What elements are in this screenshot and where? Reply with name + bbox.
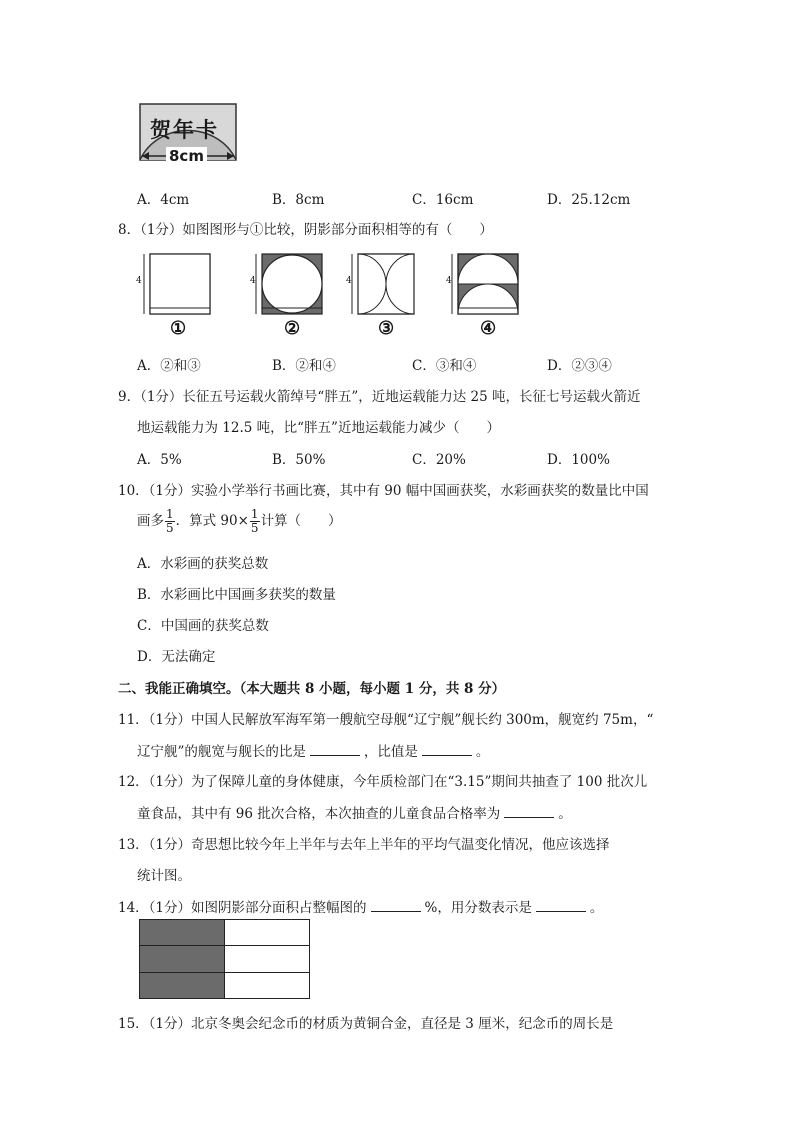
q11-line1: 11．（1分）中国人民解放军海军第一艘航空母舰“辽宁舰”舰长约 300m，舰宽约 75m，“ — [118, 712, 654, 728]
q14-blank-fraction[interactable] — [536, 897, 586, 912]
q9-line2: 地运载能力为 12.5 吨，比“胖五”近地运载能力减少（ ） — [137, 420, 500, 436]
q10-option-a[interactable]: A．水彩画的获奖总数 — [137, 556, 269, 572]
q8-option-c[interactable]: C．③和④ — [412, 358, 477, 374]
q8-figure-1 — [136, 248, 216, 343]
card-width-label: 8cm — [166, 147, 207, 165]
q8-fig3-dim: 4 — [346, 276, 352, 286]
q8-fig2-label: ② — [284, 318, 301, 339]
q8-figure-2 — [250, 248, 330, 343]
q10-line1: 10．（1分）实验小学举行书画比赛，其中有 90 幅中国画获奖，水彩画获奖的数量比中国 — [118, 483, 649, 499]
q10-option-d[interactable]: D．无法确定 — [137, 649, 216, 665]
q14-blank-percent[interactable] — [371, 897, 421, 912]
q10-line2-c: 计算（ ） — [260, 513, 342, 529]
q8-option-d[interactable]: D．②③④ — [547, 358, 612, 374]
q10-option-c[interactable]: C．中国画的获奖总数 — [137, 618, 269, 634]
q8-fig2-dim: 4 — [250, 276, 256, 286]
q7-option-a[interactable]: A．4cm — [137, 192, 190, 208]
q8-option-b[interactable]: B．②和④ — [272, 358, 336, 374]
q9-option-d[interactable]: D．100% — [547, 452, 610, 468]
q7-option-c[interactable]: C．16cm — [412, 192, 474, 208]
q10-line2-b: ．算式 90× — [175, 513, 249, 529]
section2-title: 二、我能正确填空。（本大题共 8 小题，每小题 1 分，共 8 分） — [118, 681, 506, 697]
q8-fig4-dim: 4 — [446, 276, 452, 286]
q8-fig4-label: ④ — [480, 318, 497, 339]
card-title: 贺年卡 — [150, 118, 219, 142]
q8-text: 8．（1分）如图图形与①比较，阴影部分面积相等的有（ ） — [118, 222, 493, 238]
q12-blank-rate[interactable] — [504, 803, 554, 818]
q13-line2: 统计图。 — [137, 868, 191, 884]
q8-fig1-label: ① — [170, 318, 187, 339]
q8-figure-4 — [446, 248, 526, 343]
q7-option-d[interactable]: D．25.12cm — [547, 192, 631, 208]
q9-option-b[interactable]: B．50% — [272, 452, 326, 468]
q12-line2: 童食品，其中有 96 批次合格，本次抽查的儿童食品合格率为 。 — [137, 802, 572, 822]
q10-line2 — [137, 508, 342, 535]
q10-option-b[interactable]: B．水彩画比中国画多获奖的数量 — [137, 587, 336, 603]
q9-option-c[interactable]: C．20% — [412, 452, 466, 468]
q14-text: 14．（1分）如图阴影部分面积占整幅图的 %，用分数表示是 。 — [118, 896, 603, 916]
q8-option-a[interactable]: A．②和③ — [137, 358, 201, 374]
q10-fraction-2: $\frac{1}{5}$ — [250, 507, 259, 535]
q11-line2: 辽宁舰”的舰宽与舰长的比是 ，比值是 。 — [137, 740, 489, 760]
q15-line1: 15．（1分）北京冬奥会纪念币的材质为黄铜合金，直径是 3 厘米，纪念币的周长是 — [118, 1016, 614, 1032]
q10-fraction-1: $\frac{1}{5}$ — [166, 507, 174, 535]
q8-figure-3 — [346, 248, 426, 343]
q11-blank-value[interactable] — [422, 741, 472, 756]
q9-line1: 9．（1分）长征五号运载火箭绰号“胖五”，近地运载能力达 25 吨，长征七号运载火箭近 — [118, 389, 641, 405]
q13-line1: 13．（1分）奇思想比较今年上半年与去年上半年的平均气温变化情况，他应该选择 — [118, 837, 610, 853]
q8-fig1-dim: 4 — [136, 276, 142, 286]
q8-fig3-label: ③ — [378, 318, 395, 339]
q9-option-a[interactable]: A．5% — [137, 452, 182, 468]
q12-line1: 12．（1分）为了保障儿童的身体健康，今年质检部门在“3.15”期间共抽查了 100 批次儿 — [118, 774, 648, 790]
q11-blank-ratio[interactable] — [310, 741, 360, 756]
q10-line2-a: 画多 — [137, 513, 164, 529]
greeting-card-figure — [136, 100, 246, 172]
q7-option-b[interactable]: B．8cm — [272, 192, 325, 208]
q14-grid-figure — [139, 919, 310, 999]
